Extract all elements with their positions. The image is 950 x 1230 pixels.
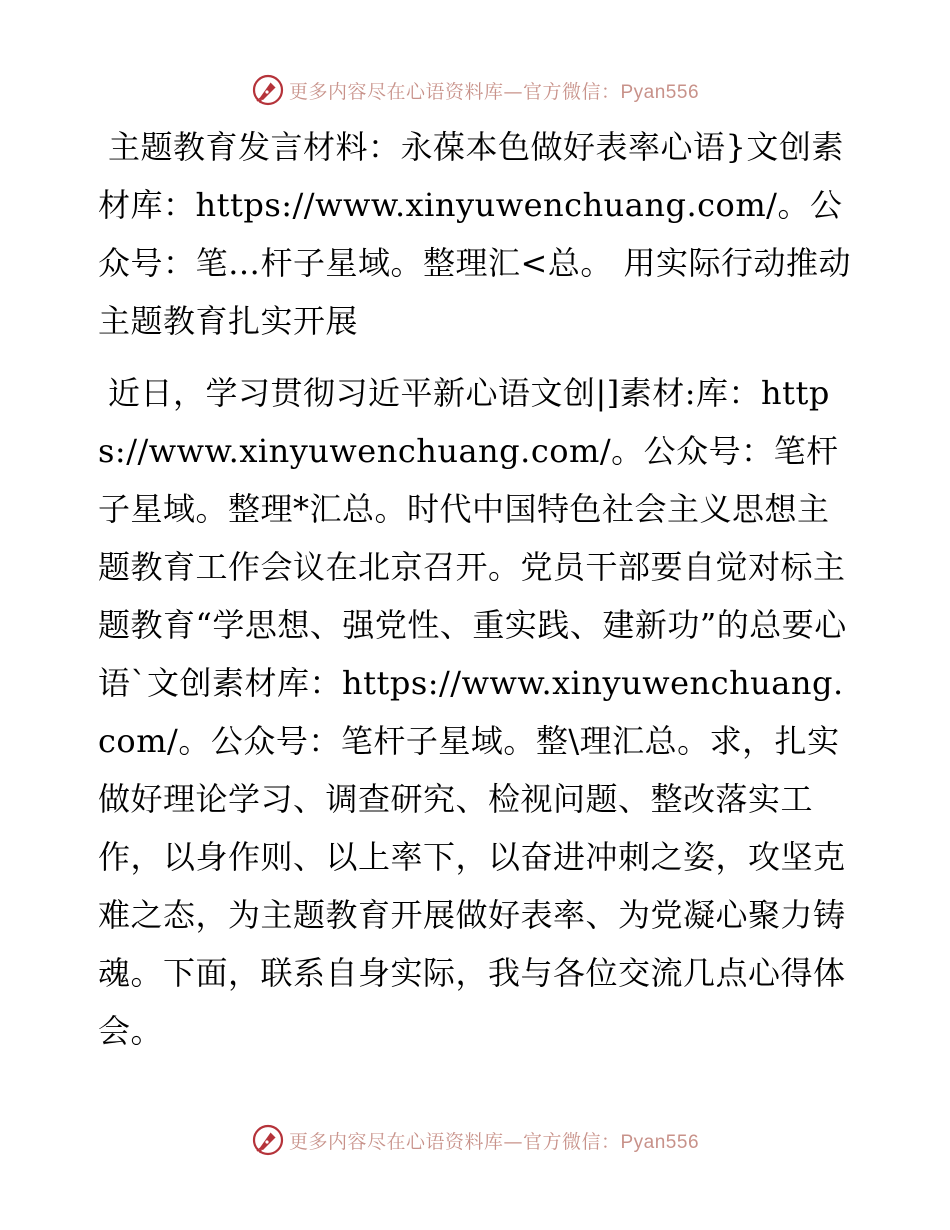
document-body (98, 118, 858, 1060)
pen-nib-circle-icon (251, 73, 285, 107)
header-wechat-id: Pyan556 (620, 81, 700, 103)
footer-banner (0, 1120, 950, 1160)
paragraph-body: 近日，学习贯彻习近平新心语文创|]素材:库：https://www.xinyuwenchuang.com/。公众号：笔杆子星域。整理*汇总。时代中国特色社会主义思想主题教育工作会议在北京召开。党员干部要自觉对标主题教育“学思想、强党性、重实践、建新功”的总要心语`文创素材库：https://www.xinyuwenchuang.com/。公众号：笔杆子星域。整\理汇总。求，扎实做好理论学习、调查研究、检视问题、整改落实工作，以身作则、以上率下，以奋进冲刺之姿，攻坚克难之态，为主题教育开展做好表率、为党凝心聚力铸魂。下面，联系自身实际，我与各位交流几点心得体会。 (98, 374, 847, 1050)
pen-nib-circle-icon (251, 1123, 285, 1157)
header-banner (0, 70, 950, 110)
header-banner-text: 更多内容尽在心语资料库—官方微信：Pyan556 (288, 80, 700, 103)
footer-wechat-id: Pyan556 (620, 1131, 700, 1153)
paragraph-title: 主题教育发言材料：永葆本色做好表率心语}文创素材库：https://www.xinyuwenchuang.com/。公众号：笔…杆子星域。整理汇<总。 用实际行动推动主题教育扎实开展 (98, 128, 851, 340)
footer-banner-text: 更多内容尽在心语资料库—官方微信：Pyan556 (288, 1130, 700, 1153)
